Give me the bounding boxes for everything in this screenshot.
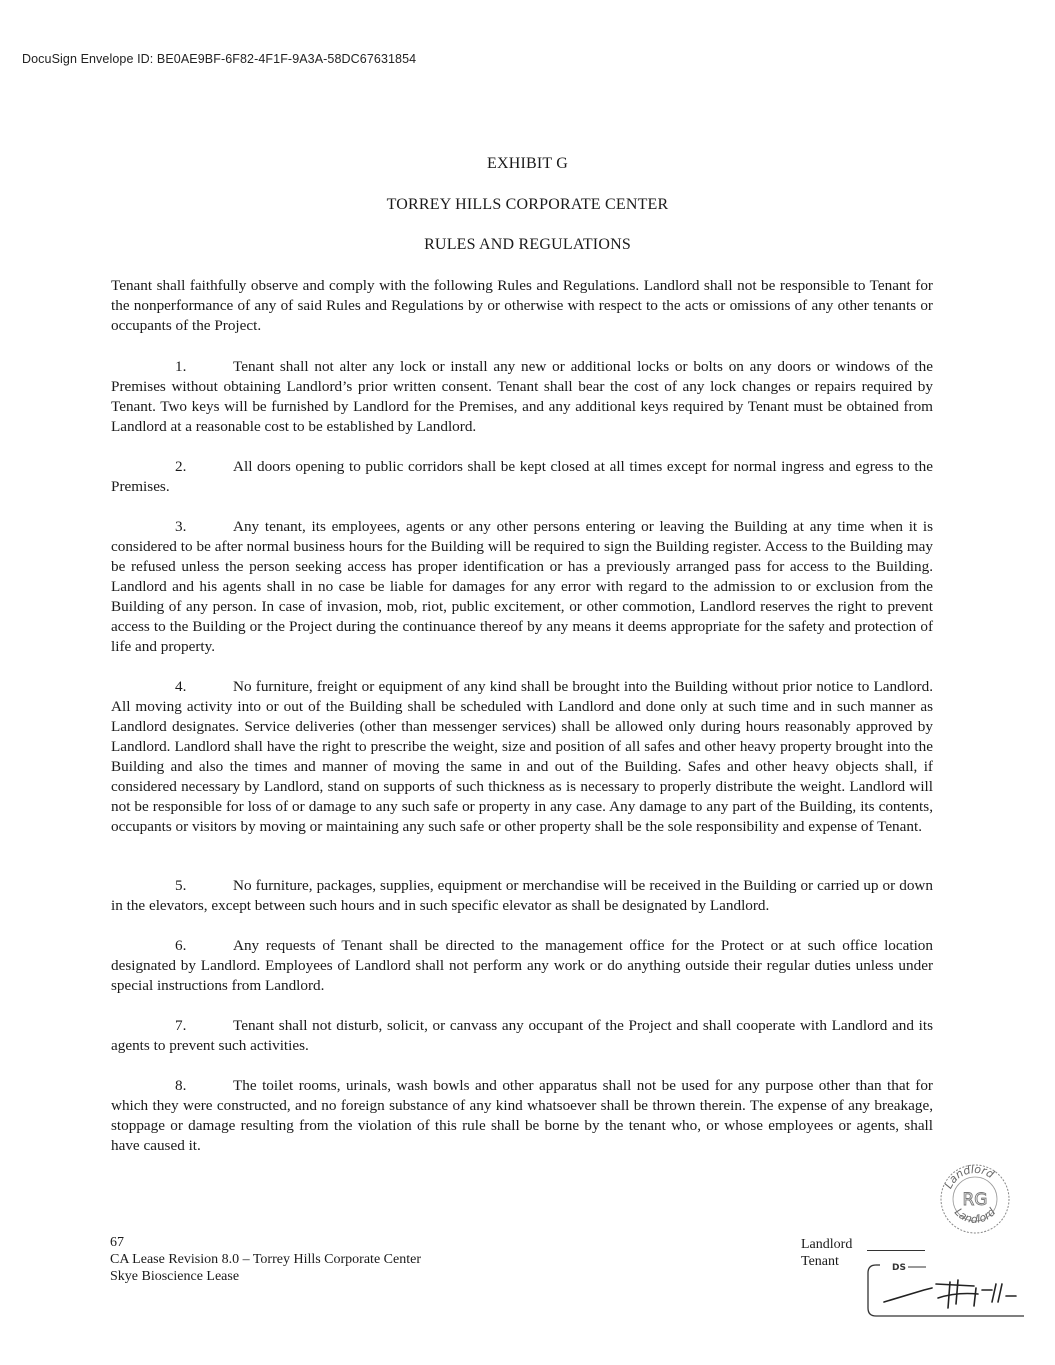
rule-text: The toilet rooms, urinals, wash bowls and other apparatus shall not be used for any purpose other than that for which they were constructed, and no foreign substance of any kind whatsoever shall be thrown therein. The expense of any breakage, stoppage or damage resulting from the violation of this rule shall be borne by the tenant who, or whose employees or agents, shall have caused it.: [111, 1077, 933, 1154]
rule-number: 2.: [175, 458, 187, 475]
center-title: TORREY HILLS CORPORATE CENTER: [386, 196, 669, 213]
intro-paragraph: Tenant shall faithfully observe and comply with the following Rules and Regulations. Landlord shall not be responsible to Tenant for the nonperformance of any of said Rules and Regulations by or otherwise with respect to the acts or omissions of any other tenants or occupants of the Project.: [111, 277, 933, 334]
rule-text: Any tenant, its employees, agents or any other persons entering or leaving the Building at any time when it is considered to be after normal business hours for the Building will be required to sign the Building register. Access to the Building may be refused unless the person seeking access has proper identification or has a previously arranged pass for access to the Building. Landlord and his agents shall in no case be liable for damages for any error with regard to the admission to or exclusion from the Building of any person. In case of invasion, mob, riot, public excitement, or other commotion, Landlord reserves the right to prevent access to the Building or the Project during the continuance thereof by any means it deems appropriate for the safety and protection of life and property.: [111, 518, 933, 655]
rule-5: [111, 876, 933, 916]
rule-number: 8.: [175, 1077, 187, 1094]
rule-7: [111, 1016, 933, 1056]
rule-text: Tenant shall not alter any lock or install any new or additional locks or bolts on any doors or windows of the Premises without obtaining Landlord’s prior written consent. Tenant shall bear the cost of any lock changes or repairs required by Tenant. Two keys will be furnished by Landlord for the Premises, and any additional keys required by Tenant must be obtained from Landlord at a reasonable cost to be established by Landlord.: [111, 358, 933, 435]
rules-title: RULES AND REGULATIONS: [424, 236, 631, 253]
rule-text: Any requests of Tenant shall be directed to the management office for the Protect or at such office location designated by Landlord. Employees of Landlord shall not perform any work or do anything outside their regular duties unless under special instructions from Landlord.: [111, 937, 933, 994]
rule-number: 6.: [175, 937, 187, 954]
rule-3: [111, 517, 933, 657]
page-number: 67: [110, 1235, 124, 1250]
tenant-signature-icon: [884, 1280, 1016, 1308]
rule-text: No furniture, freight or equipment of any kind shall be brought into the Building without prior notice to Landlord. All moving activity into or out of the Building shall be scheduled with Landlord and done only at such time and in such manner as Landlord designates. Service deliveries (other than messenger services) shall be allowed only during hours reasonably approved by Landlord. Landlord shall have the right to prescribe the weight, size and position of all safes and other heavy property brought into the Building and also the times and manner of moving the same in and out of the Building. Safes and other heavy objects shall, if considered necessary by Landlord, stand on supports of such thickness as is necessary to properly distribute the weight. Landlord will not be responsible for loss of or damage to any such safe or property in any case. Any damage to any part of the Building, its contents, occupants or visitors by moving or maintaining any such safe or other property shall be the sole responsibility and expense of Tenant.: [111, 678, 933, 835]
rule-number: 7.: [175, 1017, 187, 1034]
seal-bottom-text: Landlord: [951, 1205, 999, 1226]
tenant-label: Tenant: [801, 1254, 839, 1269]
rule-number: 4.: [175, 678, 187, 695]
rule-number: 3.: [175, 518, 187, 535]
rule-2: [111, 457, 933, 497]
landlord-label: Landlord: [801, 1237, 853, 1252]
landlord-initials-seal: [938, 1162, 1012, 1236]
footer-left: [110, 1234, 421, 1285]
svg-text:Landlord: [942, 1163, 997, 1191]
lease-name: Skye Bioscience Lease: [110, 1269, 240, 1284]
rule-6: [111, 936, 933, 996]
seal-initials: RG: [962, 1190, 988, 1210]
rule-text: No furniture, packages, supplies, equipment or merchandise will be received in the Building or carried up or down in the elevators, except between such hours and in such specific elevator as shall be designated by Landlord.: [111, 877, 933, 914]
initials-block: [801, 1236, 852, 1270]
tenant-docusign-initials: [866, 1262, 1026, 1318]
rule-number: 1.: [175, 358, 187, 375]
rule-4: [111, 677, 933, 837]
rule-number: 5.: [175, 877, 187, 894]
ds-tag: DS: [892, 1263, 906, 1273]
rule-1: [111, 357, 933, 437]
landlord-initial-line: [867, 1250, 925, 1251]
docusign-envelope-id: DocuSign Envelope ID: BE0AE9BF-6F82-4F1F-9A3A-58DC67631854: [22, 52, 417, 66]
seal-top-text: Landlord: [941, 1162, 997, 1191]
exhibit-title: EXHIBIT G: [486, 155, 569, 172]
rule-text: Tenant shall not disturb, solicit, or canvass any occupant of the Project and shall cooperate with Landlord and its agents to prevent such activities.: [111, 1017, 933, 1054]
lease-revision: CA Lease Revision 8.0 – Torrey Hills Corporate Center: [110, 1252, 421, 1267]
rule-8: [111, 1076, 933, 1156]
rule-text: All doors opening to public corridors shall be kept closed at all times except for normal ingress and egress to the Premises.: [111, 458, 933, 495]
